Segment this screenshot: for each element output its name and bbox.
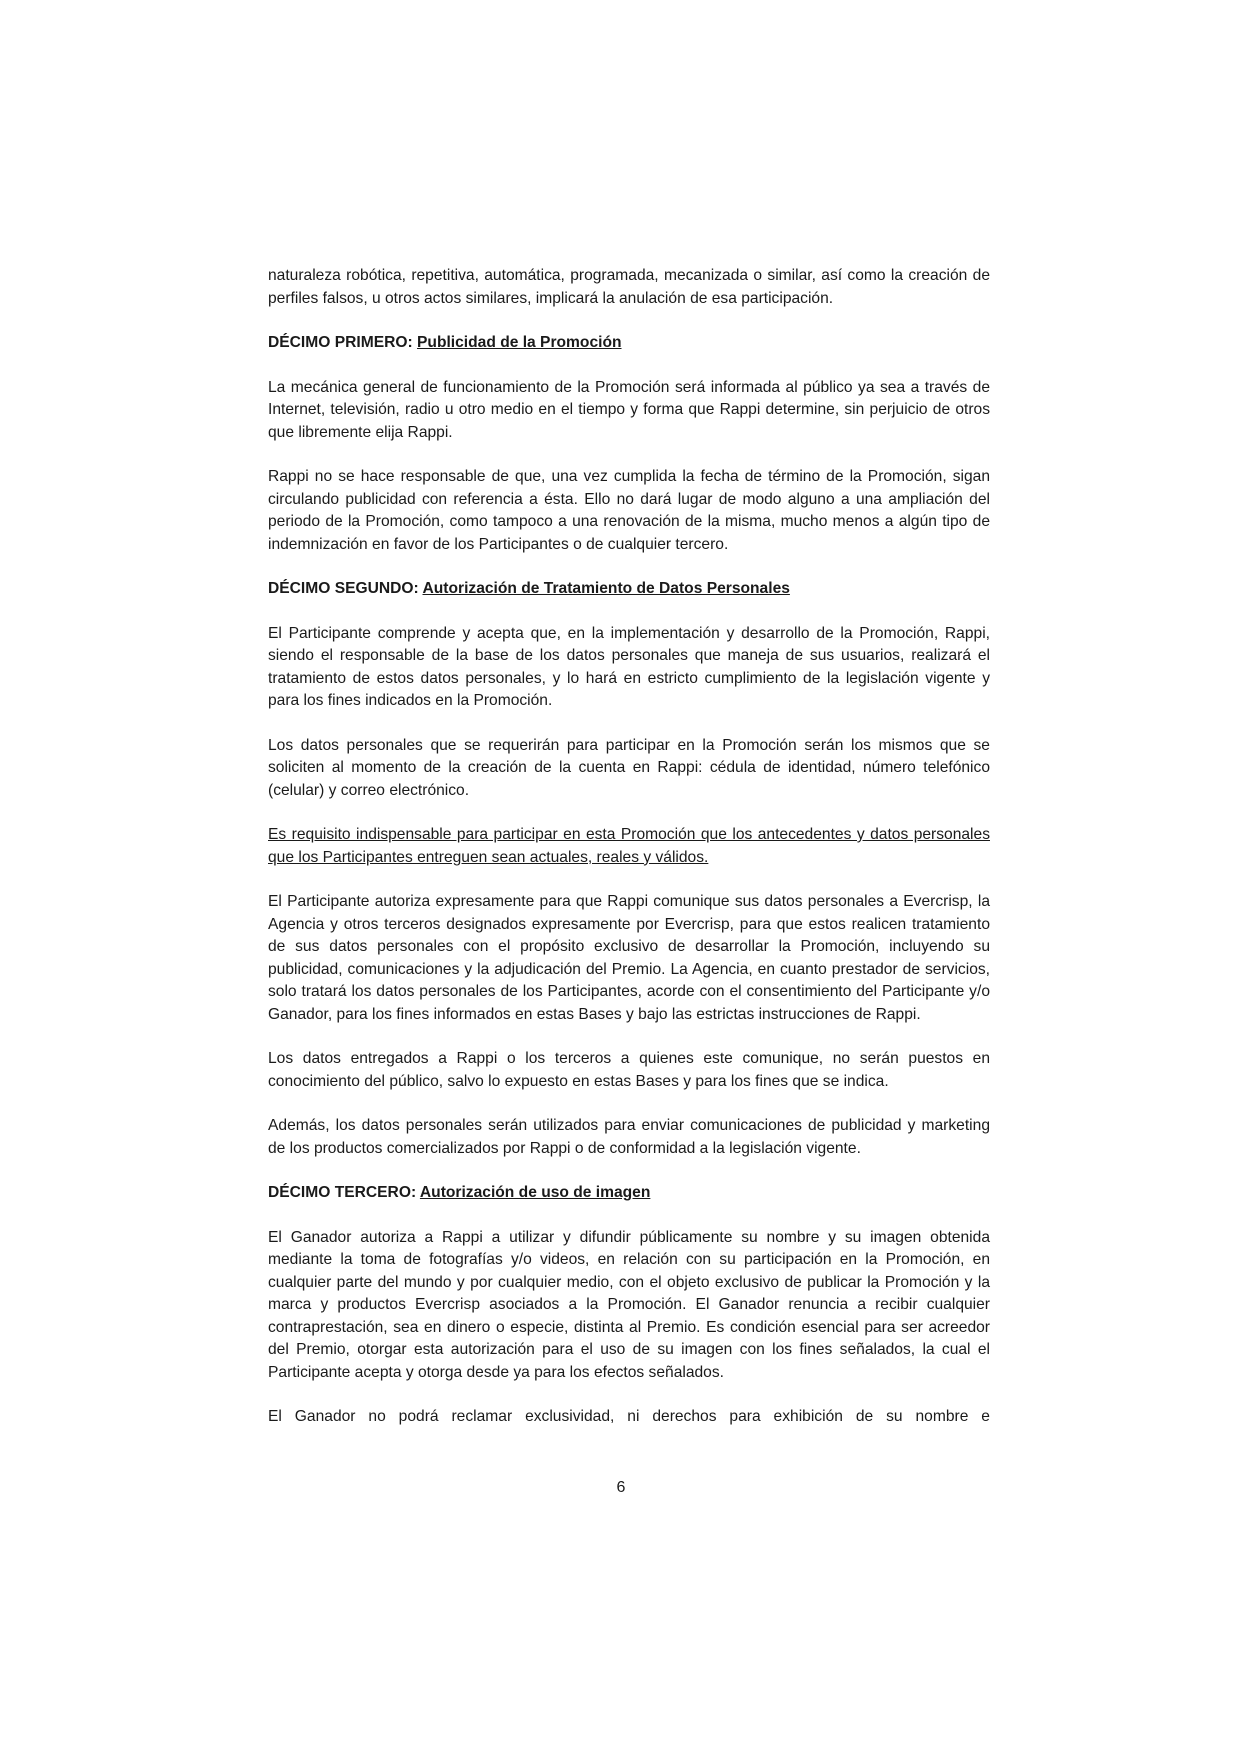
paragraph: El Participante autoriza expresamente para que Rappi comunique sus datos personales a Evercrisp, la Agencia y otros terceros designados expresamente por Evercrisp, para que estos realicen tratamiento de sus datos personales con el propósito exclusivo de desarrollar la Promoción, incluyendo su publicidad, comunicaciones y la adjudicación del Premio. La Agencia, en cuanto prestador de servicios, solo tratará los datos personales de los Participantes, acorde con el consentimiento del Participante y/o Ganador, para los fines informados en estas Bases y bajo las estrictas instrucciones de Rappi.	[268, 893, 990, 1023]
section-heading-decimo-tercero	[268, 1182, 990, 1205]
section-title: Publicidad de la Promoción	[417, 334, 622, 351]
section-heading-decimo-segundo	[268, 578, 990, 601]
section-label: DÉCIMO TERCERO:	[268, 1184, 420, 1201]
paragraph: Rappi no se hace responsable de que, una vez cumplida la fecha de término de la Promoción, sigan circulando publicidad con referencia a ésta. Ello no dará lugar de modo alguno a una ampliación del periodo de la Promoción, como tampoco a una renovación de la misma, mucho menos a algún tipo de indemnización en favor de los Participantes o de cualquier tercero.	[268, 468, 990, 553]
paragraph-truncated: El Ganador no podrá reclamar exclusividad, ni derechos para exhibición de su nombre e	[268, 1408, 990, 1425]
paragraph: Los datos personales que se requerirán para participar en la Promoción serán los mismos que se soliciten al momento de la creación de la cuenta en Rappi: cédula de identidad, número telefónico (celular) y correo electrónico.	[268, 736, 990, 799]
section-label: DÉCIMO PRIMERO:	[268, 334, 418, 351]
paragraph-continuation: naturaleza robótica, repetitiva, automática, programada, mecanizada o similar, así como la creación de perfiles falsos, u otros actos similares, implicará la anulación de esa participación.	[268, 267, 990, 307]
page-number: 6	[616, 1479, 626, 1496]
paragraph: El Ganador autoriza a Rappi a utilizar y difundir públicamente su nombre y su imagen obtenida mediante la toma de fotografías y/o videos, en relación con su participación en la Promoción, en cualquier parte del mundo y por cualquier medio, con el objeto exclusivo de publicar la Promoción y la marca y productos Evercrisp asociados a la Promoción. El Ganador renuncia a recibir cualquier contraprestación, sea en dinero o especie, distinta al Premio. Es condición esencial para ser acreedor del Premio, otorgar esta autorización para el uso de su imagen con los fines señalados, la cual el Participante acepta y otorga desde ya para los efectos señalados.	[268, 1228, 990, 1381]
section-title: Autorización de uso de imagen	[419, 1184, 651, 1201]
document-body	[268, 265, 990, 1451]
paragraph: Además, los datos personales serán utilizados para enviar comunicaciones de publicidad y marketing de los productos comercializados por Rappi o de conformidad a la legislación vigente.	[268, 1117, 990, 1157]
section-title: Autorización de Tratamiento de Datos Personales	[422, 580, 790, 597]
paragraph: El Participante comprende y acepta que, en la implementación y desarrollo de la Promoción, Rappi, siendo el responsable de la base de los datos personales que maneja de sus usuarios, realizará el tratamiento de estos datos personales, y lo hará en estricto cumplimiento de la legislación vigente y para los fines indicados en la Promoción.	[268, 624, 990, 709]
section-heading-decimo-primero	[268, 332, 990, 355]
paragraph: La mecánica general de funcionamiento de la Promoción será informada al público ya sea a través de Internet, televisión, radio u otro medio en el tiempo y forma que Rappi determine, sin perjuicio de otros que libremente elija Rappi.	[268, 378, 990, 441]
paragraph: Los datos entregados a Rappi o los terceros a quienes este comunique, no serán puestos en conocimiento del público, salvo lo expuesto en estas Bases y para los fines que se indica.	[268, 1050, 990, 1090]
section-label: DÉCIMO SEGUNDO:	[268, 580, 423, 597]
paragraph-requirement-underlined: Es requisito indispensable para participar en esta Promoción que los antecedentes y datos personales que los Participantes entreguen sean actuales, reales y válidos.	[268, 826, 990, 866]
